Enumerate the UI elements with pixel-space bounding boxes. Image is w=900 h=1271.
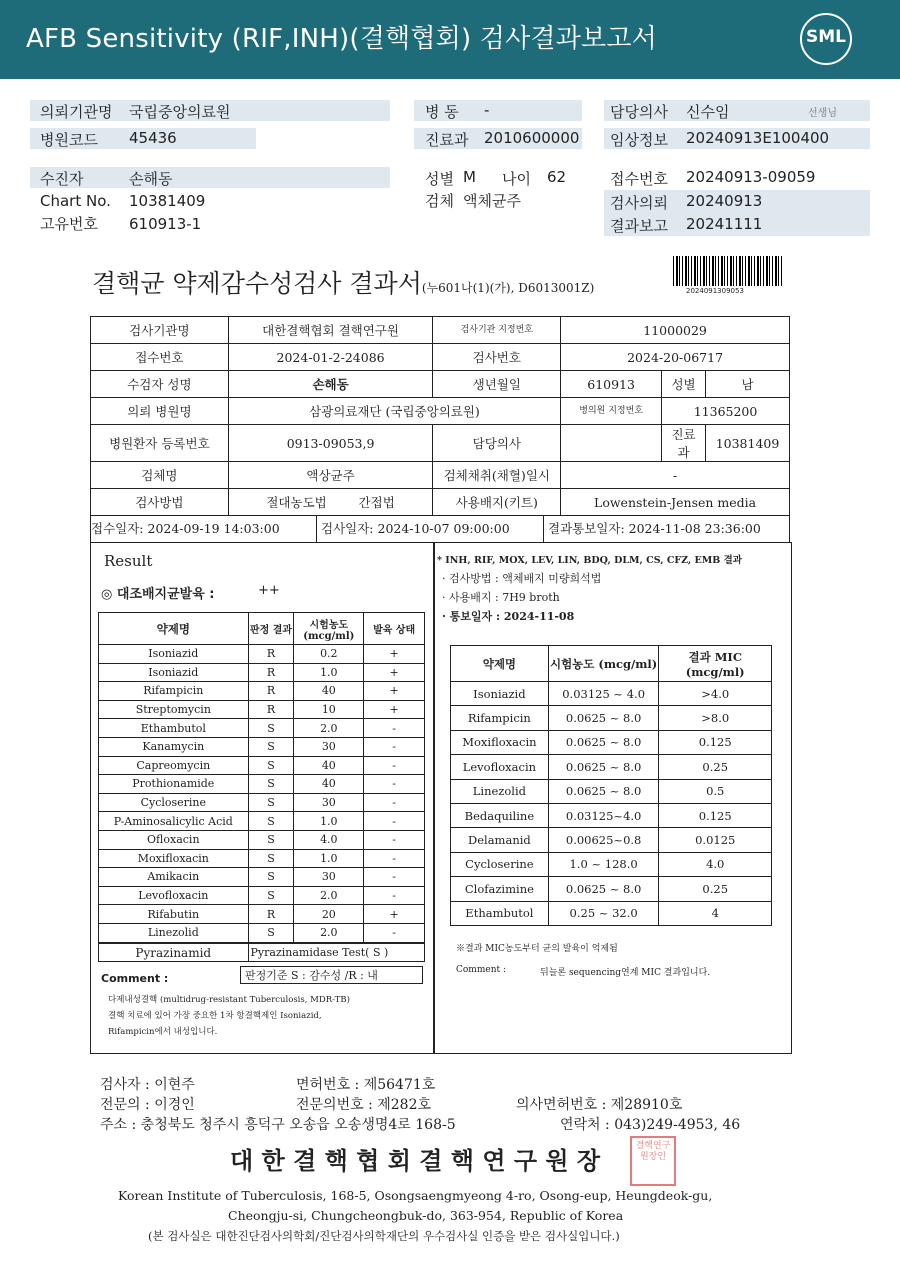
mic-conc-range: 0.25 ~ 32.0 bbox=[548, 901, 659, 925]
org-label: 의뢰기관명 bbox=[40, 103, 113, 121]
specialist: 전문의 : 이경인 bbox=[100, 1097, 195, 1113]
drug-result: S bbox=[248, 756, 294, 775]
exam-req-value: 20240913 bbox=[686, 192, 763, 210]
mic-header-result: 결과 MIC (mcg/ml) bbox=[659, 646, 772, 682]
sex-label-cell: 성별 bbox=[662, 371, 706, 398]
dept-value-cell: 10381409 bbox=[706, 425, 790, 462]
drug-growth: - bbox=[364, 812, 425, 831]
drug-conc: 10 bbox=[294, 700, 364, 719]
mic-conc-range: 1.0 ~ 128.0 bbox=[548, 852, 659, 876]
dates-row bbox=[91, 516, 790, 543]
mic-conc-range: 0.0625 ~ 8.0 bbox=[548, 755, 659, 779]
control-label: ◎ 대조배지균발육 : bbox=[101, 587, 215, 602]
drug-growth: + bbox=[364, 645, 425, 664]
physician-value bbox=[561, 425, 662, 462]
left-comment-line-2: 결핵 치료에 있어 가장 중요한 1차 항결핵제인 Isoniazid, bbox=[108, 1011, 322, 1021]
specimen-value-cell: 액상균주 bbox=[228, 462, 433, 489]
specimen-label-cell: 검체명 bbox=[91, 462, 229, 489]
mic-comment: 뒤늘론 sequencing연계 MIC 결과입니다. bbox=[540, 968, 711, 978]
drug-result: S bbox=[248, 775, 294, 794]
criteria-box: 판정기준 S : 감수성 /R : 내 bbox=[240, 966, 423, 984]
mic-row bbox=[451, 730, 772, 754]
physician-label: 담당의사 bbox=[433, 425, 561, 462]
ward-label: 병 동 bbox=[425, 103, 459, 121]
doctor-value: 신수임 bbox=[686, 103, 730, 121]
exam-no-label: 검사번호 bbox=[433, 344, 561, 371]
drug-row bbox=[99, 793, 425, 812]
drug-growth: - bbox=[364, 923, 425, 942]
control-value: ++ bbox=[258, 583, 280, 598]
age-label: 나이 bbox=[502, 170, 531, 188]
drug-conc: 0.2 bbox=[294, 645, 364, 664]
drug-header-result: 판정 결과 bbox=[248, 613, 294, 645]
drug-growth: - bbox=[364, 737, 425, 756]
specialist-no: 전문의번호 : 제282호 bbox=[296, 1097, 432, 1113]
drug-row bbox=[99, 737, 425, 756]
hospital-label: 의뢰 병원명 bbox=[91, 398, 229, 425]
mic-row bbox=[451, 828, 772, 852]
examinee-label: 수진자 bbox=[40, 170, 84, 188]
doctor-title: 선생님 bbox=[808, 108, 837, 119]
inst-code-value: 11000029 bbox=[561, 317, 790, 344]
mic-header-conc: 시험농도 (mcg/ml) bbox=[548, 646, 659, 682]
mic-result: 4 bbox=[659, 901, 772, 925]
notify-date: 결과통보일자: 2024-11-08 23:36:00 bbox=[548, 521, 761, 536]
mic-drug-name: Delamanid bbox=[451, 828, 549, 852]
drug-name: Isoniazid bbox=[99, 645, 249, 664]
kit-label: 사용배지(키트) bbox=[433, 489, 561, 516]
official-seal: 결핵연구원장인 bbox=[630, 1136, 676, 1186]
drug-row bbox=[99, 756, 425, 775]
info-row-examinee bbox=[30, 167, 390, 188]
mic-row bbox=[451, 852, 772, 876]
drug-result: S bbox=[248, 830, 294, 849]
drug-result: S bbox=[248, 849, 294, 868]
drug-name: Rifampicin bbox=[99, 682, 249, 701]
contact: 연락처 : 043)249-4953, 46 bbox=[560, 1117, 741, 1133]
method-label: 검사방법 bbox=[91, 489, 229, 516]
examinee-value: 손해동 bbox=[129, 170, 173, 188]
drug-name: Moxifloxacin bbox=[99, 849, 249, 868]
mic-drug-name: Clofazimine bbox=[451, 877, 549, 901]
collect-value: - bbox=[561, 462, 790, 489]
drug-growth: + bbox=[364, 700, 425, 719]
hosp-code-label: 병의원 지정번호 bbox=[561, 398, 662, 425]
collect-label: 검체채취(채혈)일시 bbox=[433, 462, 561, 489]
exam-no-value: 2024-20-06717 bbox=[561, 344, 790, 371]
receipt-date: 접수일자: 2024-09-19 14:03:00 bbox=[91, 516, 317, 542]
sml-logo bbox=[800, 13, 852, 65]
drug-row bbox=[99, 700, 425, 719]
drug-result: S bbox=[248, 868, 294, 887]
drug-conc: 20 bbox=[294, 905, 364, 924]
drug-name: Prothionamide bbox=[99, 775, 249, 794]
receipt-value: 20240913-09059 bbox=[686, 168, 816, 186]
mic-row bbox=[451, 779, 772, 803]
mic-date: · 통보일자 : 2024-11-08 bbox=[442, 610, 575, 623]
dept-value: 2010600000 bbox=[484, 129, 580, 147]
drug-row bbox=[99, 923, 425, 942]
report-title-text: 결핵균 약제감수성검사 결과서 bbox=[92, 269, 422, 298]
drug-result: R bbox=[248, 663, 294, 682]
drug-header-conc: 시험농도 (mcg/ml) bbox=[294, 613, 364, 645]
mic-result: 0.25 bbox=[659, 877, 772, 901]
ward-value: - bbox=[484, 101, 490, 119]
drug-conc: 1.0 bbox=[294, 812, 364, 831]
drug-name: P-Aminosalicylic Acid bbox=[99, 812, 249, 831]
result-label: 결과보고 bbox=[610, 217, 668, 235]
mic-note: ※결과 MIC농도부터 균의 발육이 억제됨 bbox=[456, 944, 618, 954]
drug-conc: 30 bbox=[294, 868, 364, 887]
receipt-no-value: 2024-01-2-24086 bbox=[228, 344, 433, 371]
drug-name: Streptomycin bbox=[99, 700, 249, 719]
mic-conc-range: 0.0625 ~ 8.0 bbox=[548, 730, 659, 754]
doctor-label: 담당의사 bbox=[610, 103, 668, 121]
drug-conc: 40 bbox=[294, 682, 364, 701]
mic-row bbox=[451, 877, 772, 901]
examiner: 검사자 : 이현주 bbox=[100, 1077, 195, 1093]
mic-result: 0.25 bbox=[659, 755, 772, 779]
drug-growth: - bbox=[364, 886, 425, 905]
drug-growth: + bbox=[364, 663, 425, 682]
drug-growth: + bbox=[364, 682, 425, 701]
clinical-value: 20240913E100400 bbox=[686, 129, 830, 147]
kit-value: Lowenstein-Jensen media bbox=[561, 489, 790, 516]
drug-result: R bbox=[248, 645, 294, 664]
drug-conc: 1.0 bbox=[294, 849, 364, 868]
mic-drug-name: Isoniazid bbox=[451, 682, 549, 706]
method-value bbox=[228, 489, 433, 516]
drug-result: S bbox=[248, 923, 294, 942]
pyr-value: Pyrazinamidase Test( S ) bbox=[248, 944, 424, 962]
mic-drug-name: Bedaquiline bbox=[451, 803, 549, 827]
mic-row bbox=[451, 706, 772, 730]
mic-drug-name: Moxifloxacin bbox=[451, 730, 549, 754]
exam-req-label: 검사의뢰 bbox=[610, 194, 668, 212]
mic-result: >4.0 bbox=[659, 682, 772, 706]
license-no: 면허번호 : 제56471호 bbox=[296, 1077, 436, 1093]
drug-row bbox=[99, 849, 425, 868]
english-address-2: Cheongju-si, Chungcheongbuk-do, 363-954, Republic of Korea bbox=[228, 1208, 624, 1223]
mic-conc-range: 0.03125~4.0 bbox=[548, 803, 659, 827]
page-title: AFB Sensitivity (RIF,INH)(결핵협회) 검사결과보고서 bbox=[26, 24, 658, 54]
reg-no-value: 0913-09053,9 bbox=[228, 425, 433, 462]
mic-table bbox=[450, 645, 772, 926]
dept-label: 진료과 bbox=[425, 131, 469, 149]
hospital-code-value: 45436 bbox=[129, 129, 177, 147]
receipt-label: 접수번호 bbox=[610, 170, 668, 188]
drug-growth: - bbox=[364, 849, 425, 868]
drug-name: Capreomycin bbox=[99, 756, 249, 775]
drug-conc: 30 bbox=[294, 793, 364, 812]
mic-row bbox=[451, 901, 772, 925]
birth-value: 610913 bbox=[561, 371, 662, 398]
sex-value: M bbox=[463, 168, 476, 186]
report-title bbox=[92, 264, 594, 300]
drug-row bbox=[99, 719, 425, 738]
mic-conc-range: 0.03125 ~ 4.0 bbox=[548, 682, 659, 706]
receipt-no-label: 접수번호 bbox=[91, 344, 229, 371]
left-comment-label: Comment : bbox=[101, 972, 169, 985]
drug-header-growth: 발육 상태 bbox=[364, 613, 425, 645]
result-value: 20241111 bbox=[686, 215, 763, 233]
mic-medium: · 사용배지 : 7H9 broth bbox=[442, 591, 560, 604]
left-comment-line-3: Rifampicin에서 내성입니다. bbox=[108, 1027, 218, 1037]
name-value: 손해동 bbox=[228, 371, 433, 398]
specimen-value: 액체균주 bbox=[463, 192, 521, 210]
mic-result: 0.125 bbox=[659, 730, 772, 754]
address: 주소 : 충청북도 청주시 흥덕구 오송읍 오송생명4로 168-5 bbox=[100, 1117, 456, 1133]
drug-growth: - bbox=[364, 775, 425, 794]
drug-conc: 30 bbox=[294, 737, 364, 756]
drug-growth: - bbox=[364, 719, 425, 738]
mic-conc-range: 0.00625~0.8 bbox=[548, 828, 659, 852]
header-bar bbox=[0, 0, 900, 79]
drug-result: R bbox=[248, 700, 294, 719]
barcode bbox=[673, 256, 784, 286]
drug-growth: + bbox=[364, 905, 425, 924]
mic-method: · 검사방법 : 액체배지 미량희석법 bbox=[442, 572, 602, 585]
drug-name: Levofloxacin bbox=[99, 886, 249, 905]
hospital-code-label: 병원코드 bbox=[40, 131, 98, 149]
drug-name: Ethambutol bbox=[99, 719, 249, 738]
left-comment-line-1: 다제내성결핵 (multidrug-resistant Tuberculosis, MDR-TB) bbox=[108, 995, 350, 1005]
drug-row bbox=[99, 682, 425, 701]
mic-result: 0.125 bbox=[659, 803, 772, 827]
drug-row bbox=[99, 830, 425, 849]
sex-label: 성별 bbox=[425, 170, 454, 188]
name-label: 수검자 성명 bbox=[91, 371, 229, 398]
drug-name: Ofloxacin bbox=[99, 830, 249, 849]
barcode-number: 2024091309053 bbox=[686, 287, 744, 295]
age-value: 62 bbox=[547, 168, 567, 186]
drug-conc: 40 bbox=[294, 756, 364, 775]
drug-result: R bbox=[248, 682, 294, 701]
drug-row bbox=[99, 663, 425, 682]
drug-growth: - bbox=[364, 868, 425, 887]
institution-label: 검사기관명 bbox=[91, 317, 229, 344]
drug-conc: 40 bbox=[294, 775, 364, 794]
drug-row bbox=[99, 775, 425, 794]
drug-name: Kanamycin bbox=[99, 737, 249, 756]
institution-value: 대한결핵협회 결핵연구원 bbox=[228, 317, 433, 344]
unique-value: 610913-1 bbox=[129, 215, 202, 233]
drug-growth: - bbox=[364, 756, 425, 775]
drug-name: Linezolid bbox=[99, 923, 249, 942]
drug-row bbox=[99, 812, 425, 831]
org-name: 대 한 결 핵 협 회 결 핵 연 구 원 장 bbox=[230, 1146, 601, 1175]
mic-row bbox=[451, 682, 772, 706]
hospital-value: 삼광의료재단 (국립중앙의료원) bbox=[228, 398, 560, 425]
doctor-license: 의사면허번호 : 제28910호 bbox=[516, 1097, 683, 1113]
drug-result: S bbox=[248, 737, 294, 756]
mic-drug-name: Rifampicin bbox=[451, 706, 549, 730]
drug-result: S bbox=[248, 812, 294, 831]
reg-no-label: 병원환자 등록번호 bbox=[91, 425, 229, 462]
drug-result: S bbox=[248, 719, 294, 738]
mic-conc-range: 0.0625 ~ 8.0 bbox=[548, 779, 659, 803]
mic-intro: * INH, RIF, MOX, LEV, LIN, BDQ, DLM, CS, CFZ, EMB 결과 bbox=[437, 555, 742, 566]
mic-drug-name: Linezolid bbox=[451, 779, 549, 803]
result-title: Result bbox=[104, 552, 153, 570]
drug-conc: 1.0 bbox=[294, 663, 364, 682]
birth-label: 생년월일 bbox=[433, 371, 561, 398]
pyrazinamid-row bbox=[98, 943, 425, 962]
chart-value: 10381409 bbox=[129, 192, 206, 210]
report-title-code: (누601나(1)(가), D6013001Z) bbox=[421, 281, 595, 295]
drug-result: S bbox=[248, 793, 294, 812]
drug-result: R bbox=[248, 905, 294, 924]
mic-comment-label: Comment : bbox=[456, 965, 507, 975]
drug-header-name: 약제명 bbox=[99, 613, 249, 645]
drug-table bbox=[98, 612, 425, 943]
english-address-1: Korean Institute of Tuberculosis, 168-5, Osongsaengmyeong 4-ro, Osong-eup, Heungdeok-gu, bbox=[118, 1188, 713, 1203]
method-2: 간접법 bbox=[358, 495, 395, 510]
mic-result: 0.0125 bbox=[659, 828, 772, 852]
dept-label-cell: 진료과 bbox=[662, 425, 706, 462]
specimen-label: 검체 bbox=[425, 192, 454, 210]
mic-row bbox=[451, 755, 772, 779]
drug-name: Rifabutin bbox=[99, 905, 249, 924]
drug-name: Isoniazid bbox=[99, 663, 249, 682]
inst-code-label: 검사기관 지정번호 bbox=[433, 317, 561, 344]
drug-conc: 2.0 bbox=[294, 923, 364, 942]
drug-growth: - bbox=[364, 793, 425, 812]
drug-conc: 4.0 bbox=[294, 830, 364, 849]
drug-row bbox=[99, 886, 425, 905]
mic-drug-name: Ethambutol bbox=[451, 901, 549, 925]
certification: (본 검사실은 대한진단검사의학회/진단검사의학재단의 우수검사실 인증을 받은 검사실입니다.) bbox=[148, 1229, 620, 1243]
drug-result: S bbox=[248, 886, 294, 905]
drug-name: Cycloserine bbox=[99, 793, 249, 812]
chart-label: Chart No. bbox=[40, 192, 111, 210]
drug-growth: - bbox=[364, 830, 425, 849]
mic-conc-range: 0.0625 ~ 8.0 bbox=[548, 877, 659, 901]
pyr-name: Pyrazinamid bbox=[99, 944, 249, 962]
method-1: 절대농도법 bbox=[266, 495, 327, 510]
mic-drug-name: Levofloxacin bbox=[451, 755, 549, 779]
mic-header-name: 약제명 bbox=[451, 646, 549, 682]
mic-drug-name: Cycloserine bbox=[451, 852, 549, 876]
drug-name: Amikacin bbox=[99, 868, 249, 887]
clinical-label: 임상정보 bbox=[610, 131, 668, 149]
exam-date: 검사일자: 2024-10-07 09:00:00 bbox=[317, 516, 544, 542]
org-value: 국립중앙의료원 bbox=[129, 103, 231, 121]
drug-row bbox=[99, 868, 425, 887]
unique-label: 고유번호 bbox=[40, 215, 98, 233]
drug-row bbox=[99, 645, 425, 664]
hosp-code-value: 11365200 bbox=[662, 398, 790, 425]
sex-value-cell: 남 bbox=[706, 371, 790, 398]
drug-row bbox=[99, 905, 425, 924]
mic-result: 4.0 bbox=[659, 852, 772, 876]
mic-result: >8.0 bbox=[659, 706, 772, 730]
drug-conc: 2.0 bbox=[294, 719, 364, 738]
mic-result: 0.5 bbox=[659, 779, 772, 803]
mic-row bbox=[451, 803, 772, 827]
drug-conc: 2.0 bbox=[294, 886, 364, 905]
mic-conc-range: 0.0625 ~ 8.0 bbox=[548, 706, 659, 730]
logo-text: SML bbox=[806, 27, 846, 47]
report-header-table bbox=[90, 316, 790, 543]
